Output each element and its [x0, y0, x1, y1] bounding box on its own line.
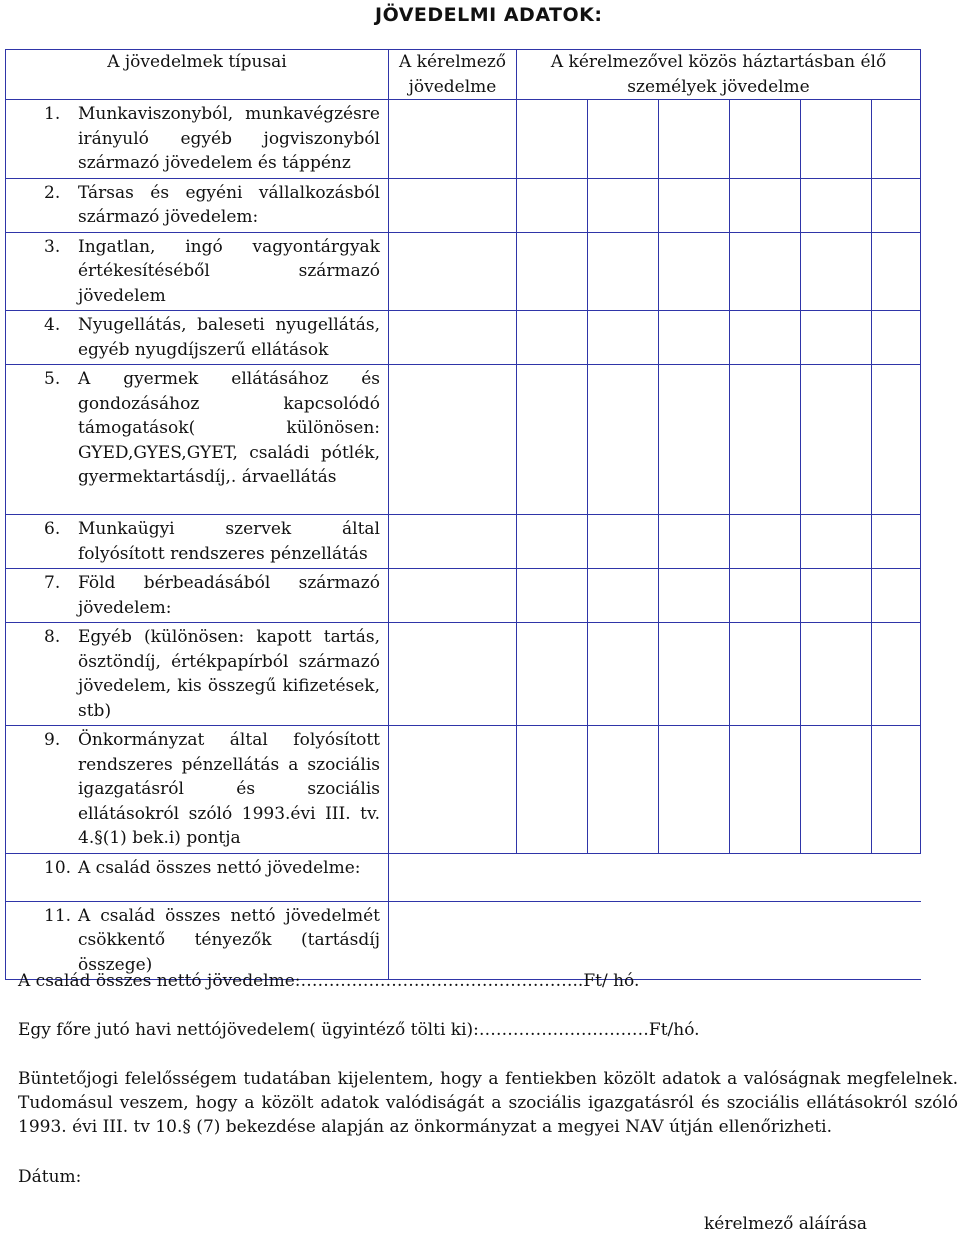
income-type-item — [6, 854, 388, 883]
row-label: Nyugellátás, baleseti nyugellátás, egyéb nyugdíjszerű ellátások — [78, 315, 380, 360]
income-type-cell — [6, 232, 389, 311]
applicant-income-cell[interactable] — [389, 515, 517, 569]
household-income-cell[interactable] — [517, 569, 588, 623]
row-label: Önkormányzat által folyósított rendszeres pénzellátás a szociális igazgatásról és szociális ellátásokról szóló 1993.évi III. tv. 4.§(1) bek.i) pontja — [78, 730, 380, 848]
household-income-cell[interactable] — [872, 100, 921, 179]
page-title: JÖVEDELMI ADATOK: — [375, 4, 603, 26]
household-income-cell[interactable] — [801, 178, 872, 232]
header-applicant-income: A kérelmező jövedelme — [389, 50, 517, 100]
row-label: Egyéb (különösen: kapott tartás, ösztöndíj, értékpapírból származó jövedelem, kis összegű kifizetések, stb) — [78, 627, 380, 721]
household-income-cell[interactable] — [730, 569, 801, 623]
row-number: 1. — [44, 104, 61, 124]
row-number: 4. — [44, 315, 61, 335]
income-type-cell — [6, 100, 389, 179]
income-type-item — [6, 179, 388, 232]
row-number: 3. — [44, 236, 61, 257]
household-income-cell[interactable] — [588, 100, 659, 179]
table-row — [6, 178, 921, 232]
household-income-cell[interactable] — [659, 365, 730, 515]
row-label: Ingatlan, ingó vagyontárgyak értékesítéséből származó jövedelem — [78, 236, 380, 306]
household-income-cell[interactable] — [730, 901, 801, 980]
row-label: Munkaügyi szervek által folyósított rendszeres pénzellátás — [78, 519, 380, 564]
row-number: 7. — [44, 573, 61, 593]
income-type-cell — [6, 901, 389, 980]
household-income-cell[interactable] — [801, 569, 872, 623]
household-income-cell[interactable] — [659, 178, 730, 232]
household-income-cell[interactable] — [801, 515, 872, 569]
income-type-cell — [6, 178, 389, 232]
applicant-income-cell[interactable] — [389, 901, 517, 980]
household-income-cell[interactable] — [517, 515, 588, 569]
header-income-type: A jövedelmek típusai — [6, 50, 389, 100]
household-income-cell[interactable] — [517, 853, 588, 901]
row-label: A család összes nettó jövedelmét csökkentő tényezők (tartásdíj összege) — [78, 905, 380, 975]
table-row — [6, 901, 921, 980]
household-income-cell[interactable] — [872, 853, 921, 901]
household-income-cell[interactable] — [517, 178, 588, 232]
income-type-item — [6, 515, 388, 568]
declaration-text: Büntetőjogi felelősségem tudatában kijelentem, hogy a fentiekben közölt adatok a valóságnak megfelelnek. Tudomásul veszem, hogy a közölt adatok valódiságát a szociális igazgatásról és szociális ellátásokról szóló 1993. évi III. tv 10.§ (7) bekezdése alapján az önkormányzat a megyei NAV útján ellenőrizheti. — [18, 1069, 958, 1137]
table-row — [6, 100, 921, 179]
row-label: Munkaviszonyból, munkavégzésre irányuló egyéb jogviszonyból származó jövedelem és táppénz — [78, 104, 380, 173]
per-capita-line: Egy főre jutó havi nettójövedelem( ügyintéző tölti ki):…………………………Ft/hó. — [18, 1020, 700, 1040]
household-income-cell[interactable] — [588, 178, 659, 232]
applicant-income-cell[interactable] — [389, 569, 517, 623]
applicant-income-cell[interactable] — [389, 726, 517, 854]
income-type-item — [6, 902, 388, 980]
table-row — [6, 515, 921, 569]
household-income-cell[interactable] — [730, 178, 801, 232]
household-income-cell[interactable] — [588, 569, 659, 623]
date-label: Dátum: — [18, 1167, 82, 1187]
household-income-cell[interactable] — [659, 515, 730, 569]
applicant-income-cell[interactable] — [389, 311, 517, 365]
table-row — [6, 853, 921, 901]
row-label: Társas és egyéni vállalkozásból származó jövedelem: — [78, 182, 380, 227]
household-income-cell[interactable] — [588, 901, 659, 980]
household-income-cell[interactable] — [659, 623, 730, 726]
income-type-item — [6, 726, 388, 853]
household-income-cell[interactable] — [517, 100, 588, 179]
applicant-income-cell[interactable] — [389, 232, 517, 311]
family-total-line: A család összes nettó jövedelme:…………………………………………..Ft/ hó. — [18, 971, 640, 991]
household-income-cell[interactable] — [872, 569, 921, 623]
household-income-cell[interactable] — [872, 901, 921, 980]
income-type-cell — [6, 853, 389, 901]
household-income-cell[interactable] — [872, 623, 921, 726]
household-income-cell[interactable] — [801, 100, 872, 179]
household-income-cell[interactable] — [872, 311, 921, 365]
household-income-cell[interactable] — [872, 515, 921, 569]
table-row — [6, 623, 921, 726]
household-income-cell[interactable] — [801, 365, 872, 515]
household-income-cell[interactable] — [730, 726, 801, 854]
applicant-income-cell[interactable] — [389, 623, 517, 726]
household-income-cell[interactable] — [659, 726, 730, 854]
income-type-item — [6, 623, 388, 725]
table-row — [6, 365, 921, 515]
income-type-item — [6, 100, 388, 178]
applicant-income-cell[interactable] — [389, 178, 517, 232]
income-type-cell — [6, 365, 389, 515]
income-type-cell — [6, 311, 389, 365]
household-income-cell[interactable] — [730, 365, 801, 515]
household-income-cell[interactable] — [730, 311, 801, 365]
household-income-cell[interactable] — [588, 623, 659, 726]
household-income-cell[interactable] — [517, 726, 588, 854]
household-income-cell[interactable] — [730, 232, 801, 311]
row-number: 8. — [44, 627, 61, 647]
household-income-cell[interactable] — [801, 623, 872, 726]
income-type-cell — [6, 515, 389, 569]
income-table — [5, 49, 921, 980]
applicant-income-cell[interactable] — [389, 365, 517, 515]
income-type-item — [6, 365, 388, 492]
household-income-cell[interactable] — [588, 311, 659, 365]
row-label: Föld bérbeadásából származó jövedelem: — [78, 573, 380, 618]
household-income-cell[interactable] — [659, 100, 730, 179]
household-income-cell[interactable] — [659, 853, 730, 901]
household-income-cell[interactable] — [517, 623, 588, 726]
household-income-cell[interactable] — [801, 311, 872, 365]
household-income-cell[interactable] — [801, 901, 872, 980]
household-income-cell[interactable] — [659, 901, 730, 980]
household-income-cell[interactable] — [730, 100, 801, 179]
household-income-cell[interactable] — [801, 726, 872, 854]
household-income-cell[interactable] — [588, 726, 659, 854]
household-income-cell[interactable] — [801, 232, 872, 311]
household-income-cell[interactable] — [872, 726, 921, 854]
row-label: A család összes nettó jövedelme: — [78, 857, 361, 878]
applicant-income-cell[interactable] — [389, 100, 517, 179]
table-row — [6, 569, 921, 623]
household-income-cell[interactable] — [872, 178, 921, 232]
row-number: 9. — [44, 730, 61, 750]
row-number: 10. — [44, 857, 72, 878]
signature-label: kérelmező aláírása — [704, 1214, 868, 1234]
income-type-item — [6, 233, 388, 311]
row-number: 2. — [44, 182, 61, 203]
household-income-cell[interactable] — [659, 232, 730, 311]
income-type-item — [6, 569, 388, 622]
household-income-cell[interactable] — [517, 365, 588, 515]
income-type-cell — [6, 623, 389, 726]
household-income-cell[interactable] — [659, 311, 730, 365]
household-income-cell[interactable] — [872, 365, 921, 515]
applicant-income-cell[interactable] — [389, 853, 517, 901]
income-type-item — [6, 311, 388, 364]
household-income-cell[interactable] — [517, 232, 588, 311]
income-type-cell — [6, 569, 389, 623]
household-income-cell[interactable] — [588, 365, 659, 515]
household-income-cell[interactable] — [730, 623, 801, 726]
table-row — [6, 232, 921, 311]
table-row — [6, 311, 921, 365]
household-income-cell[interactable] — [872, 232, 921, 311]
household-income-cell[interactable] — [588, 232, 659, 311]
row-label: A gyermek ellátásához és gondozásához kapcsolódó támogatások( különösen: GYED,GYES,GYET, családi pótlék, gyermektartásdíj,. árvaellátás — [78, 369, 380, 487]
row-number: 6. — [44, 519, 61, 539]
row-number: 5. — [44, 369, 61, 389]
household-income-cell[interactable] — [588, 853, 659, 901]
header-household-income: A kérelmezővel közös háztartásban élő személyek jövedelme — [517, 50, 921, 100]
household-income-cell[interactable] — [588, 515, 659, 569]
income-type-cell — [6, 726, 389, 854]
household-income-cell[interactable] — [659, 569, 730, 623]
table-row — [6, 726, 921, 854]
household-income-cell[interactable] — [517, 311, 588, 365]
household-income-cell[interactable] — [730, 853, 801, 901]
row-number: 11. — [44, 905, 72, 926]
household-income-cell[interactable] — [517, 901, 588, 980]
household-income-cell[interactable] — [801, 853, 872, 901]
household-income-cell[interactable] — [730, 515, 801, 569]
